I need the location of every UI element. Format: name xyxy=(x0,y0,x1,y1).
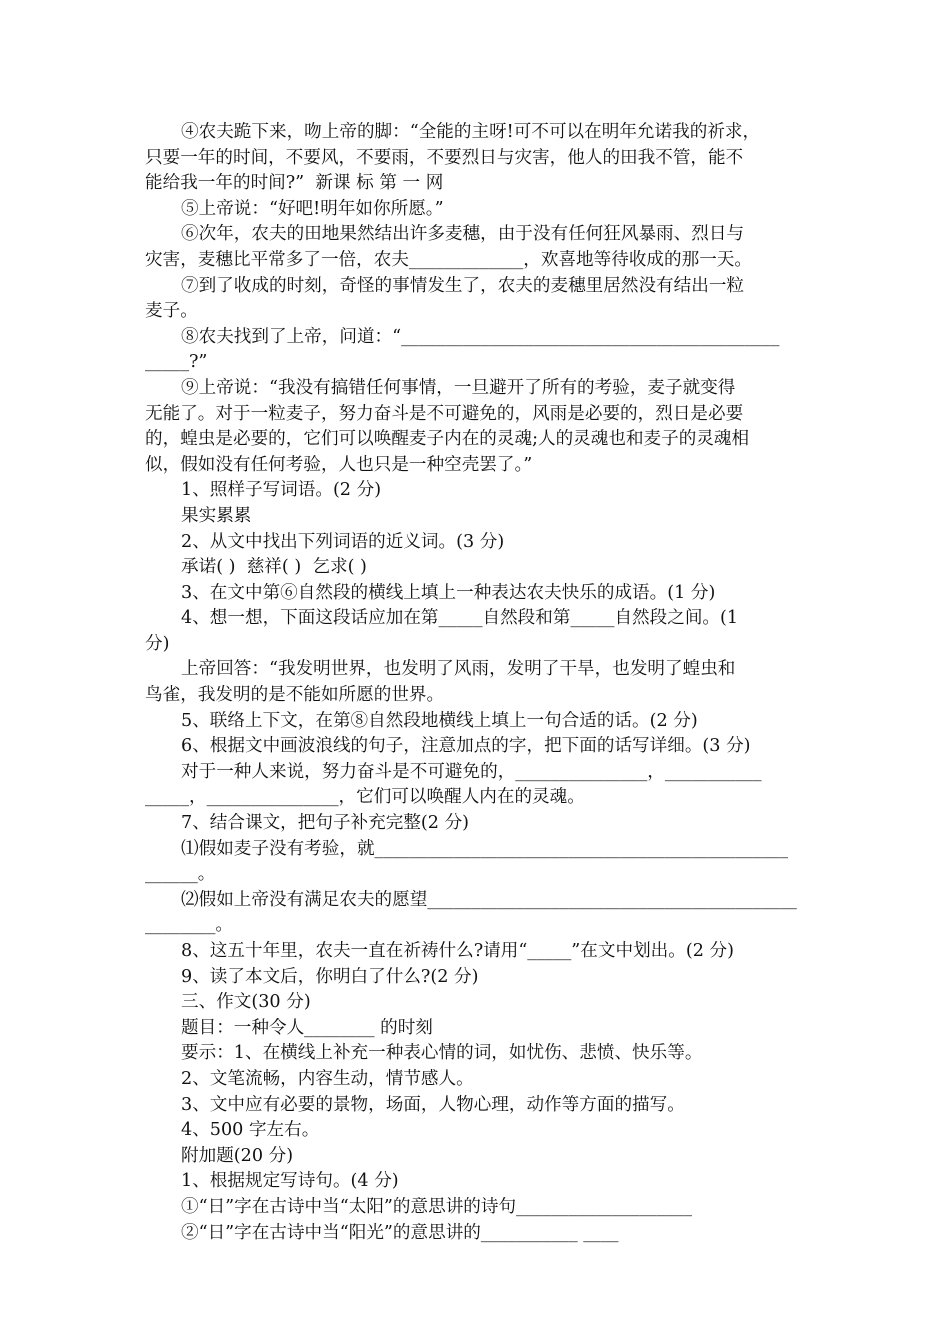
question-9: 9、读了本文后，你明白了什么?(2 分) xyxy=(181,966,479,987)
question-4-line-2: 分) xyxy=(145,633,170,654)
section-composition-heading: 三、作文(30 分) xyxy=(181,992,311,1013)
question-5: 5、联络上下文，在第⑧自然段地横线上填上一句合适的话。(2 分) xyxy=(181,710,698,731)
question-6-sentence-line-2: _____，_______________，它们可以唤醒人内在的灵魂。 xyxy=(145,787,585,808)
bonus-heading: 附加题(20 分) xyxy=(181,1145,294,1166)
bonus-item-2: ②“日”字在古诗中当“阳光”的意思讲的___________ ____ xyxy=(181,1222,619,1243)
paragraph-8-line-1: ⑧农夫找到了上帝，问道：“___________________________________________ xyxy=(181,326,780,347)
composition-requirement-3: 3、文中应有必要的景物，场面，人物心理，动作等方面的描写。 xyxy=(181,1094,685,1115)
paragraph-7-line-1: ⑦到了收成的时刻，奇怪的事情发生了，农夫的麦穗里居然没有结出一粒 xyxy=(181,275,745,296)
question-7-item-1-line-1: ⑴假如麦子没有考验，就_______________________________________________ xyxy=(181,838,788,859)
composition-requirement-2: 2、文笔流畅，内容生动，情节感人。 xyxy=(181,1068,474,1089)
paragraph-9-line-4: 似，假如没有任何考验，人也只是一种空壳罢了。” xyxy=(145,454,533,475)
question-4-line-1: 4、想一想，下面这段话应加在第_____自然段和第_____自然段之间。(1 xyxy=(181,608,739,629)
bonus-question-1: 1、根据规定写诗句。(4 分) xyxy=(181,1171,399,1192)
paragraph-4-line-3: 能给我一年的时间?” 新课 标 第 一 网 xyxy=(145,173,444,194)
question-1-example: 果实累累 xyxy=(181,505,252,526)
paragraph-8-line-2: _____?” xyxy=(145,352,208,373)
paragraph-9-line-1: ⑨上帝说：“我没有搞错任何事情，一旦避开了所有的考验，麦子就变得 xyxy=(181,377,736,398)
composition-requirement-4: 4、500 字左右。 xyxy=(181,1120,320,1141)
document-page xyxy=(145,120,805,1246)
question-2-items: 承诺( ) 慈祥( ) 乞求( ) xyxy=(181,557,367,578)
paragraph-9-line-3: 的，蝗虫是必要的，它们可以唤醒麦子内在的灵魂;人的灵魂也和麦子的灵魂相 xyxy=(145,429,750,450)
paragraph-6-line-1: ⑥次年，农夫的田地果然结出许多麦穗，由于没有任何狂风暴雨、烈日与 xyxy=(181,224,745,245)
question-7-item-2-line-1: ⑵假如上帝没有满足农夫的愿望__________________________________________ xyxy=(181,889,797,910)
question-6: 6、根据文中画波浪线的句子，注意加点的字，把下面的话写详细。(3 分) xyxy=(181,736,751,757)
question-4-passage-line-2: 鸟雀，我发明的是不能如所愿的世界。 xyxy=(145,685,445,706)
question-4-passage-line-1: 上帝回答：“我发明世界，也发明了风雨，发明了干旱，也发明了蝗虫和 xyxy=(181,659,736,680)
composition-title: 题目：一种令人________ 的时刻 xyxy=(181,1017,433,1038)
question-1: 1、照样子写词语。(2 分) xyxy=(181,480,382,501)
question-8: 8、这五十年里，农夫一直在祈祷什么?请用“_____”在文中划出。(2 分) xyxy=(181,941,734,961)
question-7-item-2-line-2: ________。 xyxy=(145,915,233,936)
question-2: 2、从文中找出下列词语的近义词。(3 分) xyxy=(181,531,505,552)
paragraph-6-line-2: 灾害，麦穗比平常多了一倍，农夫_____________，欢喜地等待收成的那一天。 xyxy=(145,249,752,270)
paragraph-9-line-2: 无能了。对于一粒麦子，努力奋斗是不可避免的，风雨是必要的，烈日是必要 xyxy=(145,403,744,424)
paragraph-5: ⑤上帝说：“好吧!明年如你所愿。” xyxy=(181,198,444,219)
question-7-item-1-line-2: ______。 xyxy=(145,864,216,885)
paragraph-4-line-1: ④农夫跪下来，吻上帝的脚：“全能的主呀!可不可以在明年允诺我的祈求， xyxy=(181,122,761,142)
paragraph-4-line-2: 只要一年的时间，不要风，不要雨，不要烈日与灾害，他人的田我不管，能不 xyxy=(145,147,744,168)
paragraph-7-line-2: 麦子。 xyxy=(145,301,198,322)
question-6-sentence-line-1: 对于一种人来说，努力奋斗是不可避免的，_______________，___________ xyxy=(181,761,762,782)
question-3: 3、在文中第⑥自然段的横线上填上一种表达农夫快乐的成语。(1 分) xyxy=(181,582,716,603)
bonus-item-1: ①“日”字在古诗中当“太阳”的意思讲的诗句____________________ xyxy=(181,1196,693,1217)
question-7: 7、结合课文，把句子补充完整(2 分) xyxy=(181,813,470,834)
composition-requirement-1: 要示：1、在横线上补充一种表心情的词，如忧伤、悲愤、快乐等。 xyxy=(181,1043,703,1064)
